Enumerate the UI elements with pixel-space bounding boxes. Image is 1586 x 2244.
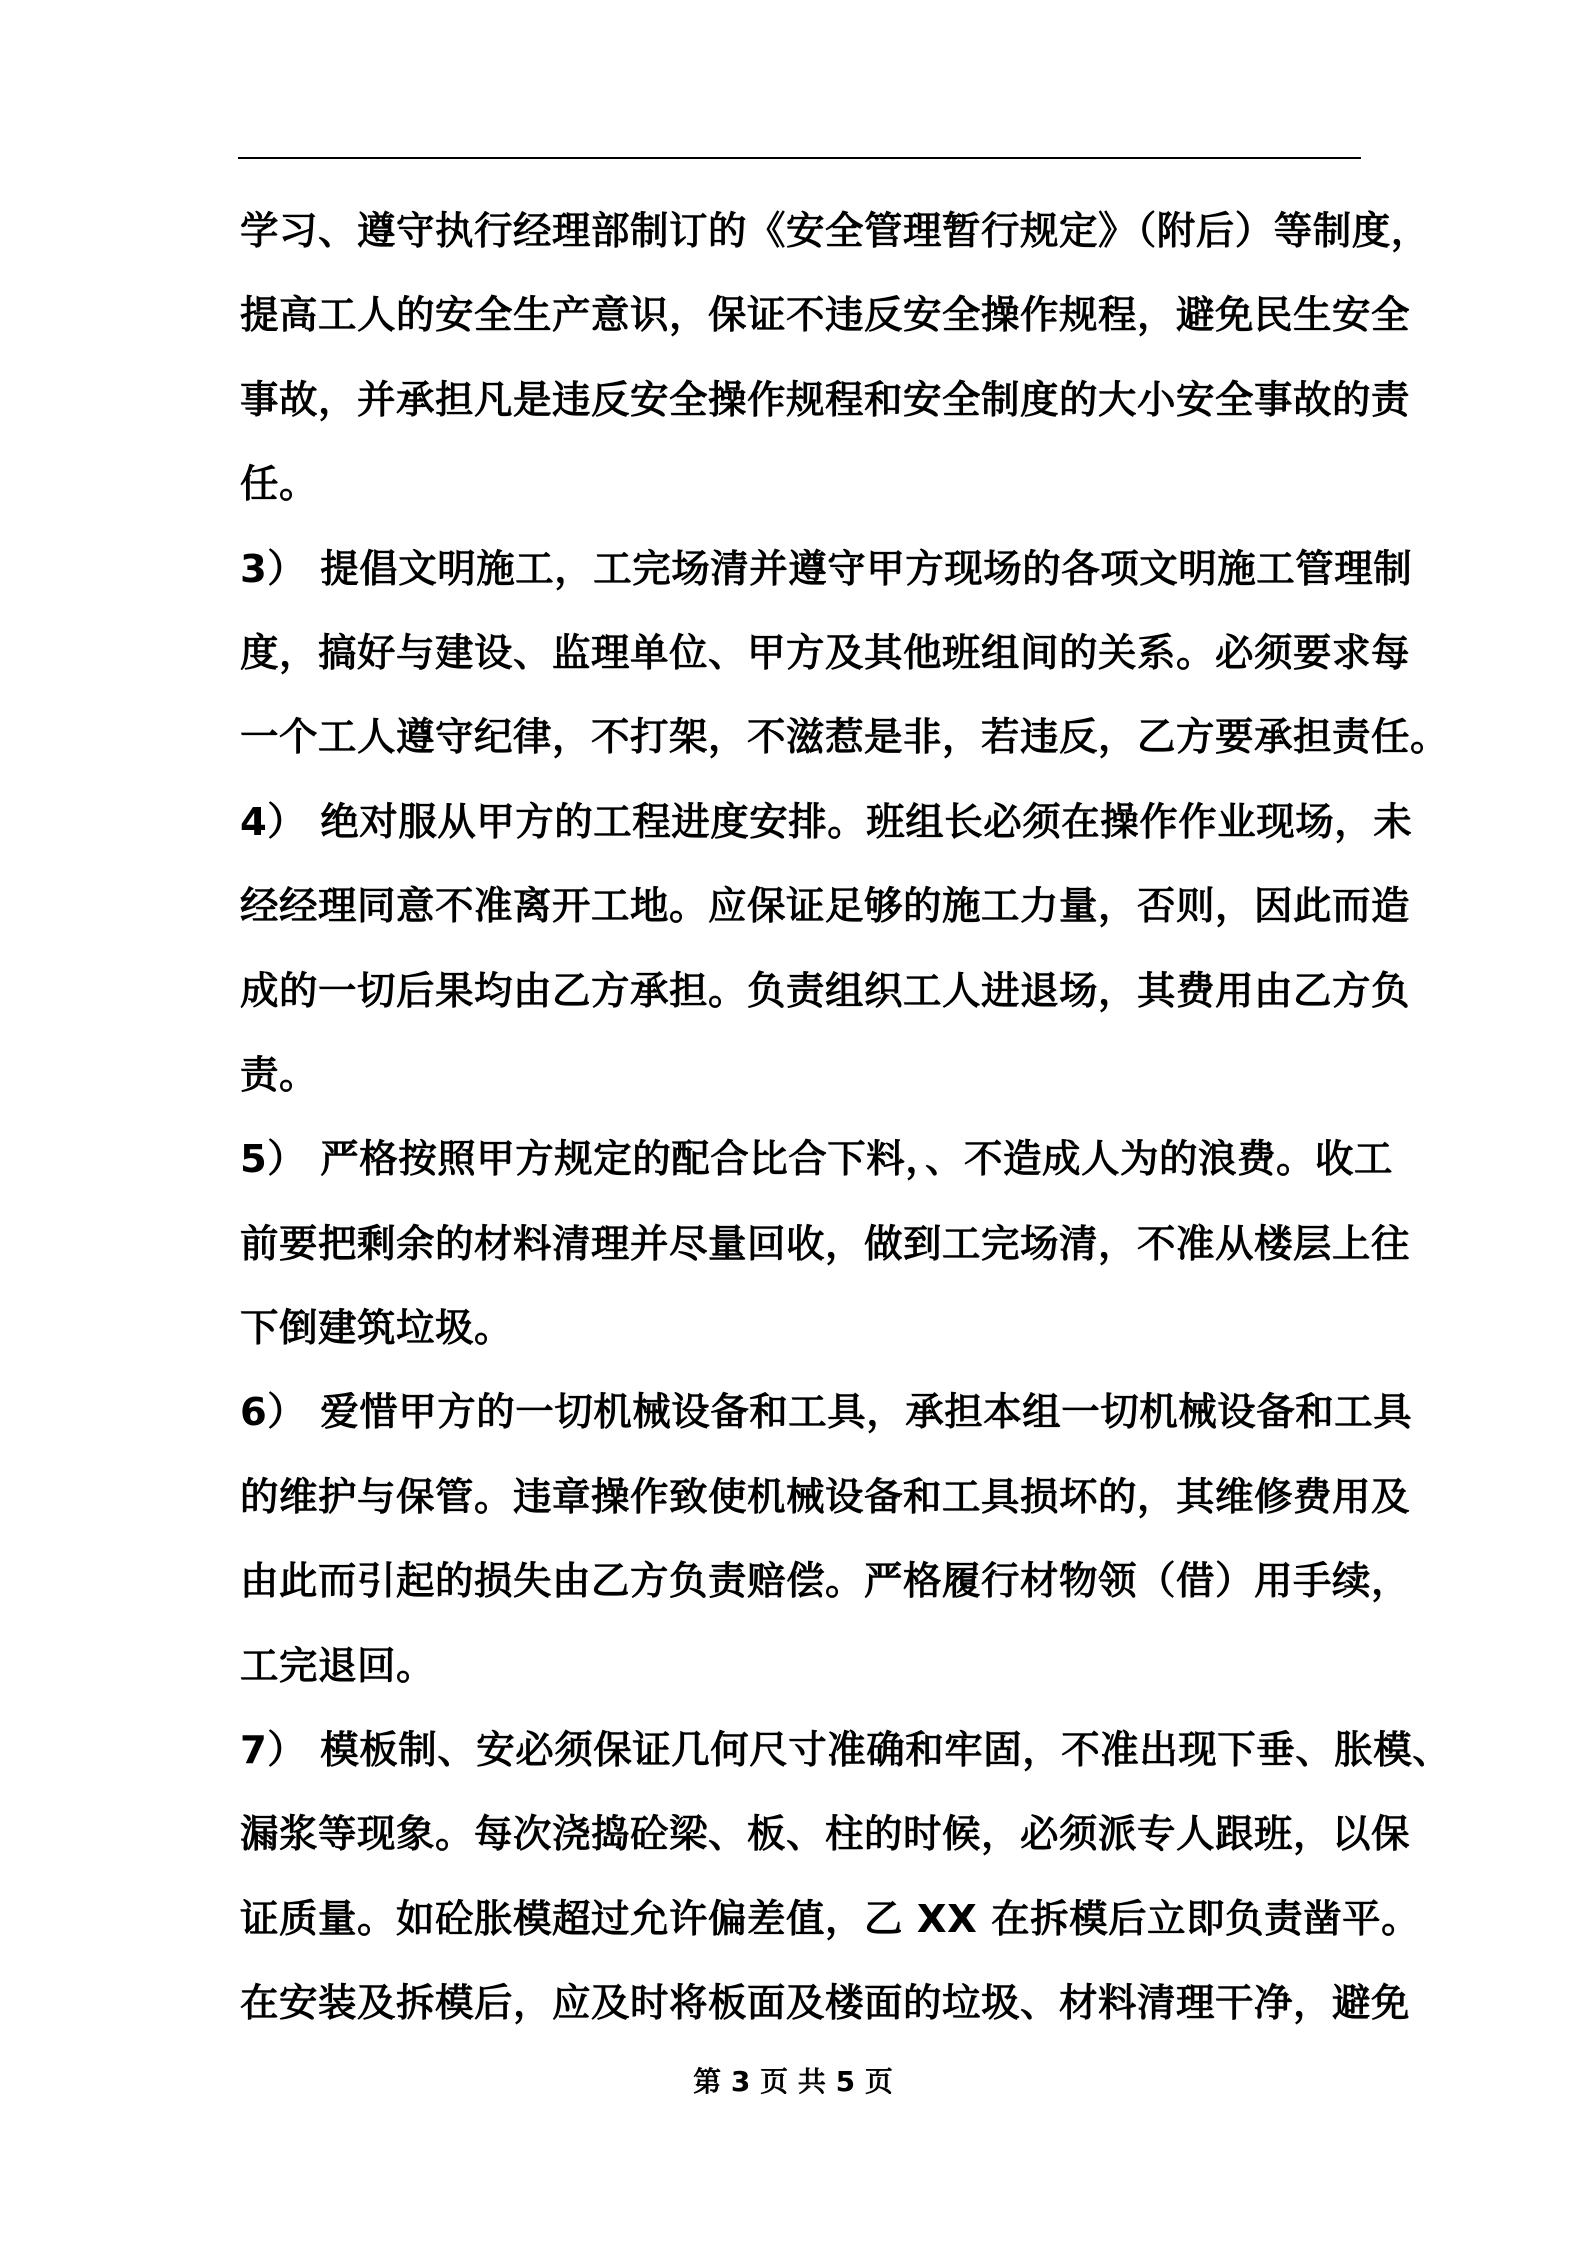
text-line: 经经理同意不准离开工地。应保证足够的施工力量，否则，因此而造 <box>240 884 1411 930</box>
text-line: 下倒建筑垃圾。 <box>240 1306 514 1352</box>
text-line: 漏浆等现象。每次浇捣砼梁、板、柱的时候，必须派专人跟班，以保 <box>240 1812 1411 1858</box>
text-line: 3） 提倡文明施工，工完场清并遵守甲方现场的各项文明施工管理制 <box>240 546 1413 592</box>
text-line: 前要把剩余的材料清理并尽量回收，做到工完场清，不准从楼层上往 <box>240 1221 1411 1267</box>
text-line: 在安装及拆模后，应及时将板面及楼面的垃圾、材料清理干净，避免 <box>240 1981 1411 2027</box>
text-line: 责。 <box>240 1052 319 1098</box>
text-line: 学习、遵守执行经理部制订的《安全管理暂行规定》（附后）等制度， <box>240 209 1430 254</box>
text-line: 度，搞好与建设、监理单位、甲方及其他班组间的关系。必须要求每 <box>240 630 1411 676</box>
text-line: 证质量。如砼胀模超过允许偏差值，乙 XX 在拆模后立即负责凿平。 <box>240 1896 1421 1942</box>
document-body <box>240 190 1452 2047</box>
text-line: 工完退回。 <box>240 1643 436 1689</box>
text-line: 成的一切后果均由乙方承担。负责组织工人进退场，其费用由乙方负 <box>240 968 1411 1014</box>
page-number-footer: 第 3 页 共 5 页 <box>693 2065 893 2098</box>
text-line: 5） 严格按照甲方规定的配合比合下料，、不造成人为的浪费。收工 <box>240 1137 1393 1183</box>
text-line: 由此而引起的损失由乙方负责赔偿。严格履行材物领（借）用手续， <box>240 1559 1411 1605</box>
text-line: 任。 <box>240 462 319 508</box>
text-line: 一个工人遵守纪律，不打架，不滋惹是非，若违反，乙方要承担责任。 <box>240 715 1450 761</box>
text-line: 提高工人的安全生产意识，保证不违反安全操作规程，避免民生安全 <box>240 293 1411 339</box>
header-rule <box>238 157 1361 159</box>
text-line: 事故，并承担凡是违反安全操作规程和安全制度的大小安全事故的责 <box>240 377 1411 423</box>
text-line: 4） 绝对服从甲方的工程进度安排。班组长必须在操作作业现场，未 <box>240 799 1413 845</box>
text-line: 的维护与保管。违章操作致使机械设备和工具损坏的，其维修费用及 <box>240 1474 1411 1520</box>
text-line: 7） 模板制、安必须保证几何尺寸准确和牢固，不准出现下垂、胀模、 <box>240 1728 1452 1774</box>
text-line: 6） 爱惜甲方的一切机械设备和工具，承担本组一切机械设备和工具 <box>240 1390 1413 1436</box>
